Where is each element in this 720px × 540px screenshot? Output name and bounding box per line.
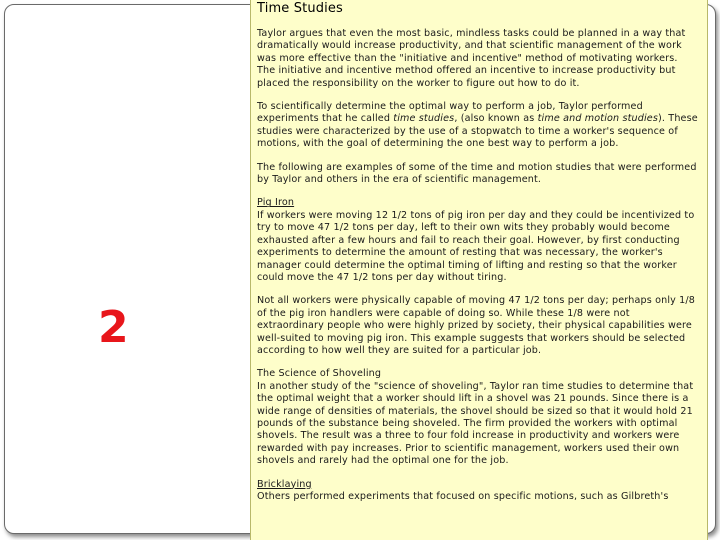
document-title: Time Studies: [257, 1, 343, 16]
paragraph-intro: Taylor argues that even the most basic, mindless tasks could be planned in a way that dramatically would increase productivity, and that scientific management of the work was more effective than the "initiative and incentive" method of motivating workers. The initiative and incentive method offered an incentive to increase productivity but placed the responsibility on the worker to figure out how to do it.: [257, 28, 686, 89]
paragraph-pig-iron-1: If workers were moving 12 1/2 tons of pig iron per day and they could be incentivized to try to move 47 1/2 tons per day, left to their own wits they probably would become exhausted after a few hours and fail to reach their goal. However, by first conducting experiments to determine the amount of resting that was necessary, the worker's manager could determine the optimal timing of lifting and resting so that the worker could move the 47 1/2 tons per day without tiring.: [257, 209, 695, 283]
emphasis-time-studies: time studies: [393, 113, 455, 125]
section-pig-iron: [257, 197, 699, 284]
paragraph-examples: The following are examples of some of the time and motion studies that were performed by Taylor and others in the era of scientific management.: [257, 161, 697, 186]
section-bricklaying: [257, 479, 699, 504]
text-run: , (also known as: [454, 113, 538, 125]
slide-number: 2: [98, 302, 129, 353]
paragraph-time-studies: [257, 101, 699, 151]
paragraph-shoveling: In another study of the "science of shoveling", Taylor ran time studies to determine that the optimal weight that a worker should lift in a shovel was 21 pounds. Since there is a wide range of densities of materials, the shovel should be sized so that it would hold 21 pounds of the substance being shoveled. The firm provided the workers with optimal shovels. The result was a three to four fold increase in productivity and workers were rewarded with pay increases. Prior to scientific management, workers used their own shovels and rarely had the optimal one for the job.: [257, 380, 694, 467]
text-run: To scientifically determine the optimal way to perform a job, Taylor performed experiments that he called: [257, 101, 643, 125]
heading-pig-iron: Pig Iron: [257, 197, 295, 209]
paragraph-bricklaying: Others performed experiments that focused on specific motions, such as Gilbreth's: [257, 491, 669, 502]
heading-bricklaying: Bricklaying: [257, 478, 312, 490]
document-panel: [250, 0, 708, 540]
text-run: ). These studies were characterized by the use of a stopwatch to time a worker's sequence of motions, with the goal of determining the one best way to perform a job.: [257, 113, 698, 150]
emphasis-time-and-motion: time and motion studies: [537, 113, 659, 125]
paragraph-pig-iron-2: Not all workers were physically capable of moving 47 1/2 tons per day; perhaps only 1/8 of the pig iron handlers were capable of doing so. While these 1/8 were not extraordinary people who were highly prized by society, their physical capabilities were well-suited to moving pig iron. This example suggests that workers should be selected according to how well they are suited for a particular job.: [257, 295, 696, 356]
section-shoveling: [257, 368, 699, 467]
heading-shoveling: The Science of Shoveling: [257, 368, 382, 380]
